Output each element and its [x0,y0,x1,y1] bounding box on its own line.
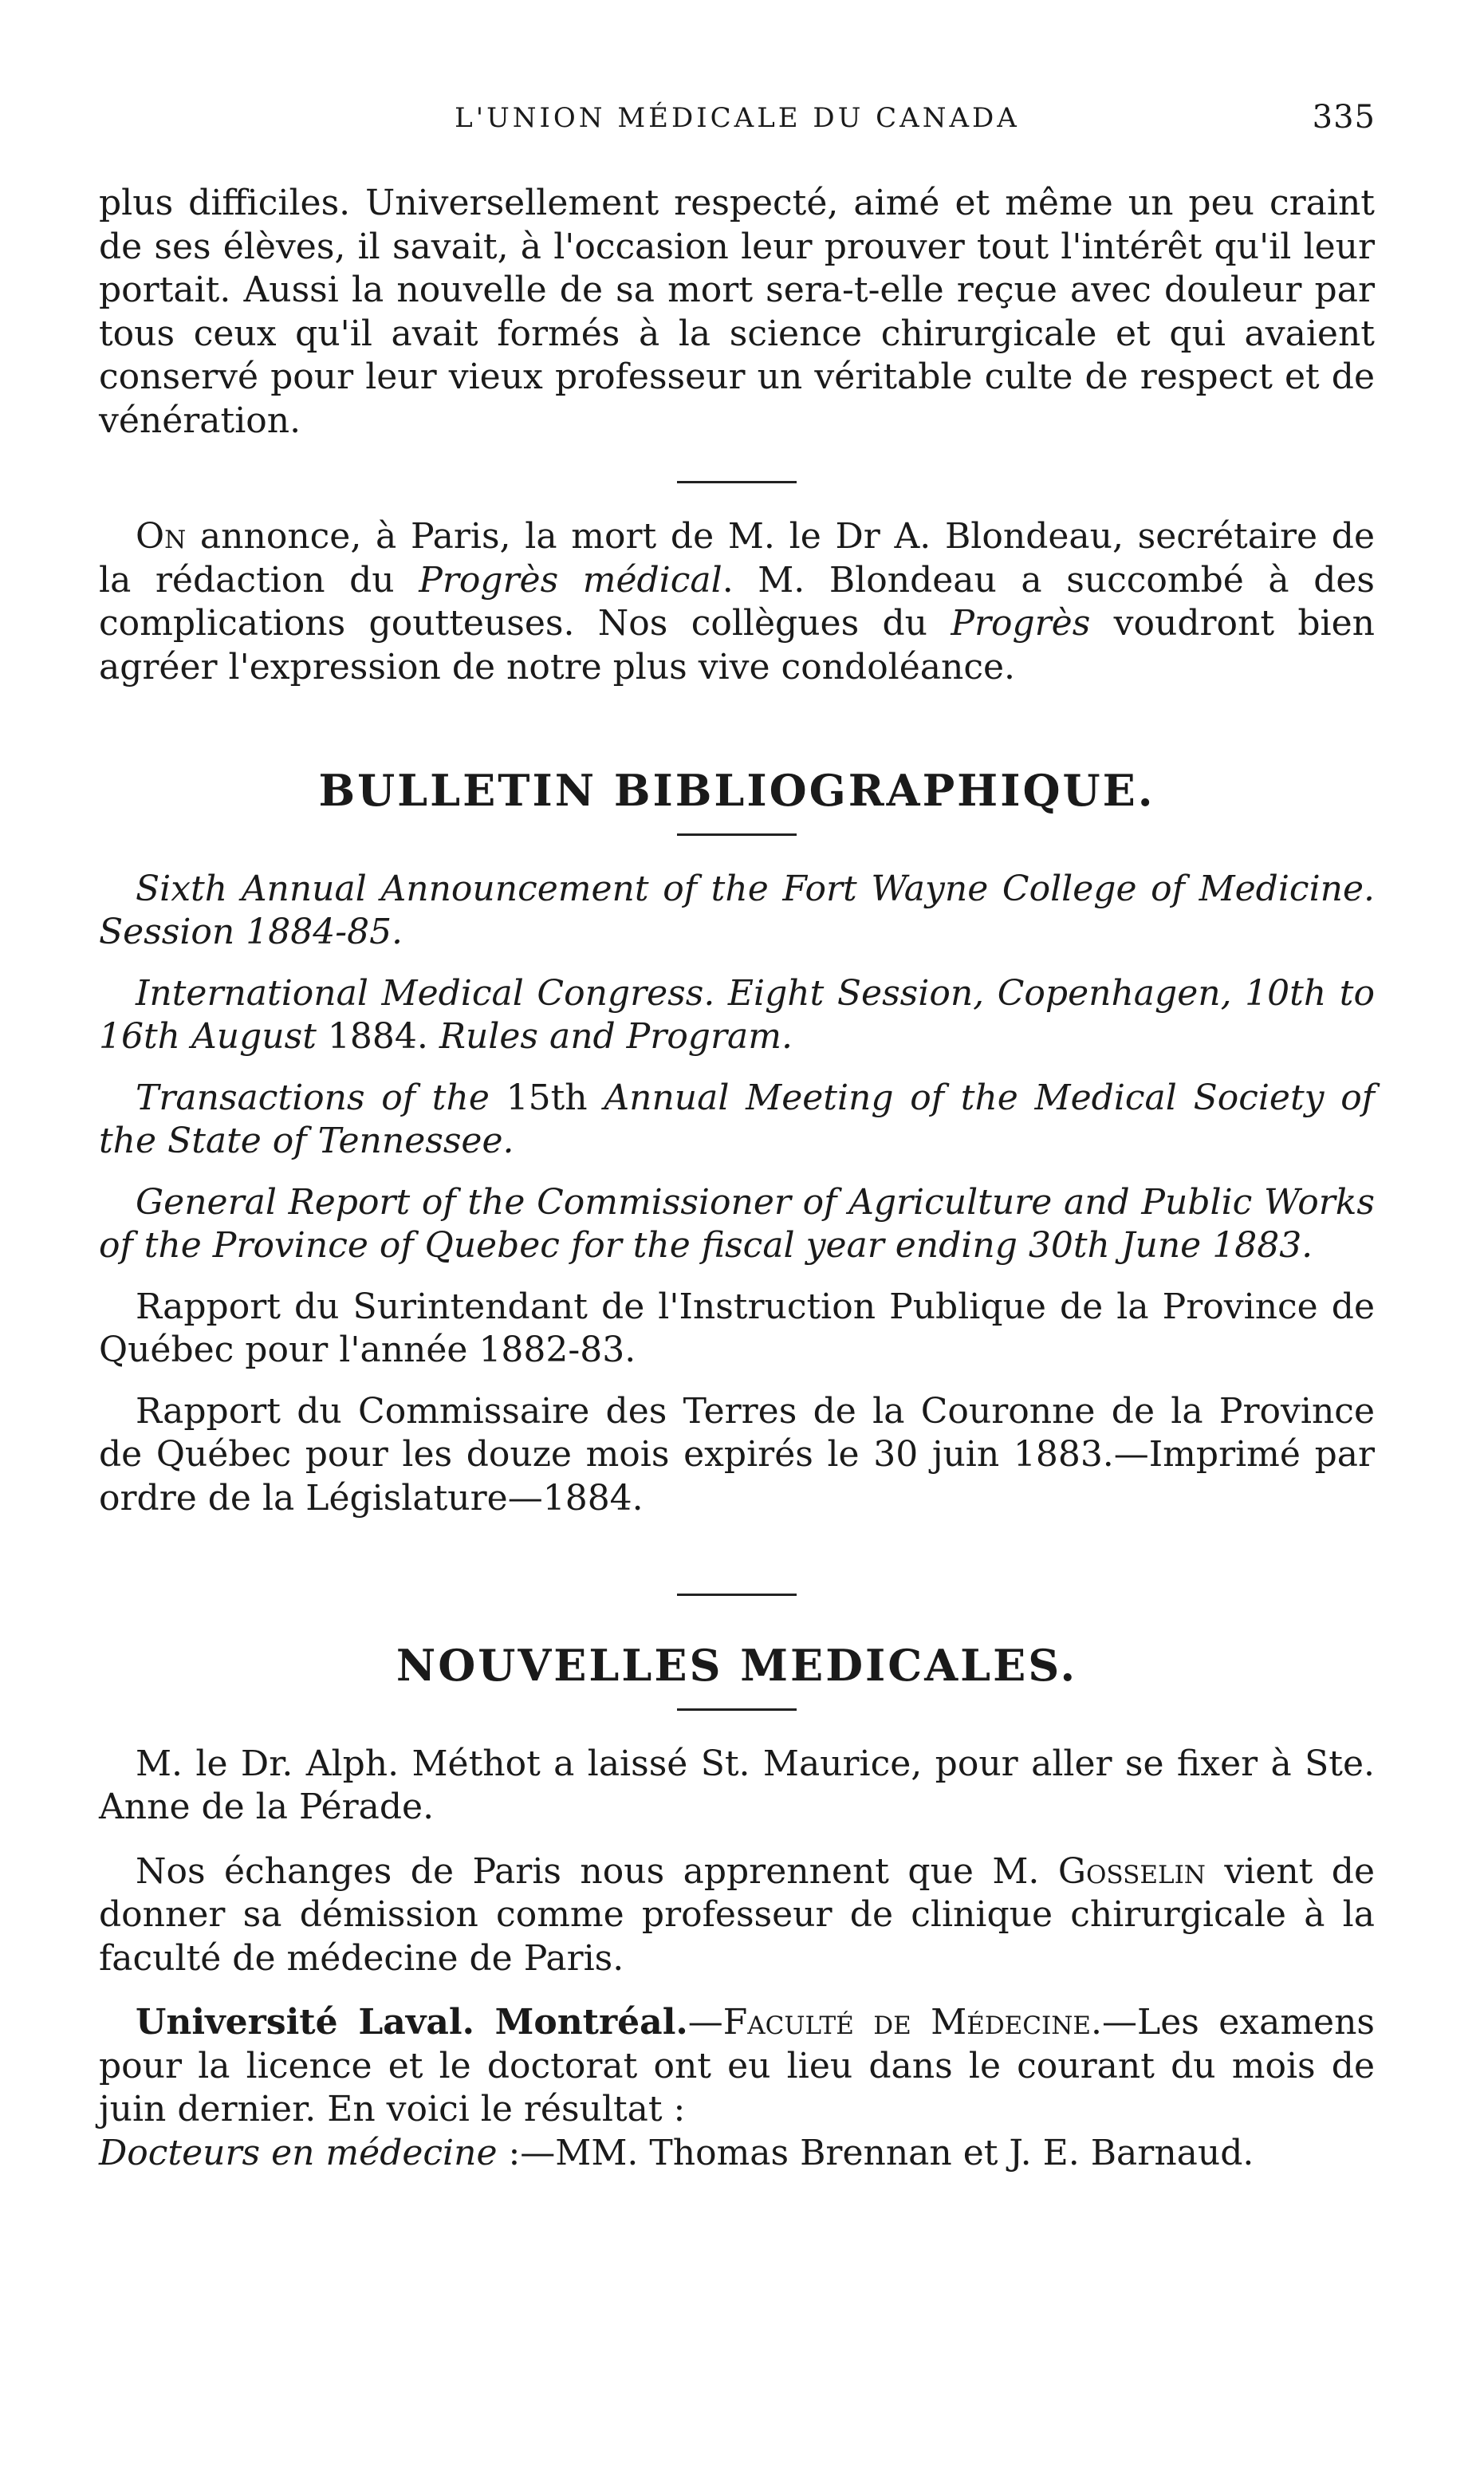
news-text: — [687,2002,723,2043]
biblio-entry [99,1077,1375,1164]
news-item-methot: M. le Dr. Alph. Méthot a laissé St. Maurice, pour aller se fixer à Ste. Anne de la Pérade. [99,1743,1375,1827]
results-names: :—MM. Thomas Brennan et J. E. Barnaud. [497,2132,1254,2173]
biblio-text: 16th August [99,1016,317,1057]
news-text: Nos échanges de Paris nous apprennent que M. [136,1850,1058,1892]
news-text: .—Les examens pour la licence et le doctorat ont eu lieu dans le courant du mois de juin dernier. En voici le résultat : [99,2002,1376,2130]
notice-text: voudront bien agréer l'expression de notre plus vive condoléance. [99,603,1375,688]
bibliography-list [99,868,1375,1521]
biblio-entry: Rapport du Surintendant de l'Instruction Publique de la Province de Québec pour l'année 1882-83. [99,1286,1375,1370]
biblio-text: 10th [1245,972,1327,1014]
biblio-text: Annual Meeting of the Medical Society of the State of Tennessee. [99,1077,1375,1161]
page-number: 335 [1312,99,1376,136]
biblio-text: 1884. [316,1016,439,1057]
page-body [99,182,1375,2175]
journal-title: Progrès médical [419,559,722,601]
person-name: Gosselin [1057,1850,1206,1892]
biblio-text: International Medical Congress. Eight Session, Copenhagen, [136,972,1246,1014]
journal-title: Progrès [951,603,1091,644]
institution-name: Université Laval. Montréal. [136,2002,688,2043]
biblio-entry: Rapport du Commissaire des Terres de la Couronne de la Province de Québec pour les douze mois expirés le 30 juin 1883.—Imprimé par ordre de la Législature—1884. [99,1390,1375,1519]
biblio-text: 30th June 1883. [1028,1225,1313,1266]
news-item-laval [99,2001,1375,2175]
bulletin-heading: BULLETIN BIBLIOGRAPHIQUE. [318,765,1155,816]
biblio-text: Transactions of the [136,1077,506,1118]
nouvelles-heading: NOUVELLES MEDICALES. [396,1640,1078,1691]
faculty-name: Faculté de Médecine [722,2002,1092,2043]
notice-lead: On [136,516,187,557]
biblio-entry [99,1181,1375,1268]
news-text: vient de donner sa démission comme professeur de clinique chirurgicale à la faculté de médecine de Paris. [99,1850,1375,1979]
results-label: Docteurs en médecine [99,2132,498,2173]
notice-blondeau [99,515,1375,689]
obituary-continuation: plus difficiles. Universellement respecté, aimé et même un peu craint de ses élèves, il savait, à l'occasion leur prouver tout l'intérêt qu'il leur portait. Aussi la nouvelle de sa mort sera-t-elle reçue avec douleur par tous ceux qu'il avait formés à la science chirurgicale et qui avaient conservé pour leur vieux professeur un véritable culte de respect et de vénération. [99,183,1375,441]
running-title: L'UNION MÉDICALE DU CANADA [455,102,1020,134]
biblio-entry [99,972,1375,1059]
news-item-gosselin [99,1850,1375,1981]
biblio-text: General Report of the Commissioner of Agriculture and Public Works of the Province of Quebec for the fiscal year ending [99,1181,1375,1266]
notice-text: annonce, à Paris, la mort de M. le Dr A. Blondeau, secrétaire de la rédaction du [99,516,1375,601]
biblio-text: Rules and Program. [439,1016,793,1057]
biblio-entry: Sixth Annual Announcement of the Fort Wayne College of Medicine. Session 1884-85. [99,868,1375,952]
biblio-text: 15th [506,1077,588,1118]
running-header [99,99,1376,150]
biblio-text: to [1326,972,1375,1014]
notice-text: . M. Blondeau a succombé à des complications goutteuses. Nos collègues du [99,559,1375,644]
